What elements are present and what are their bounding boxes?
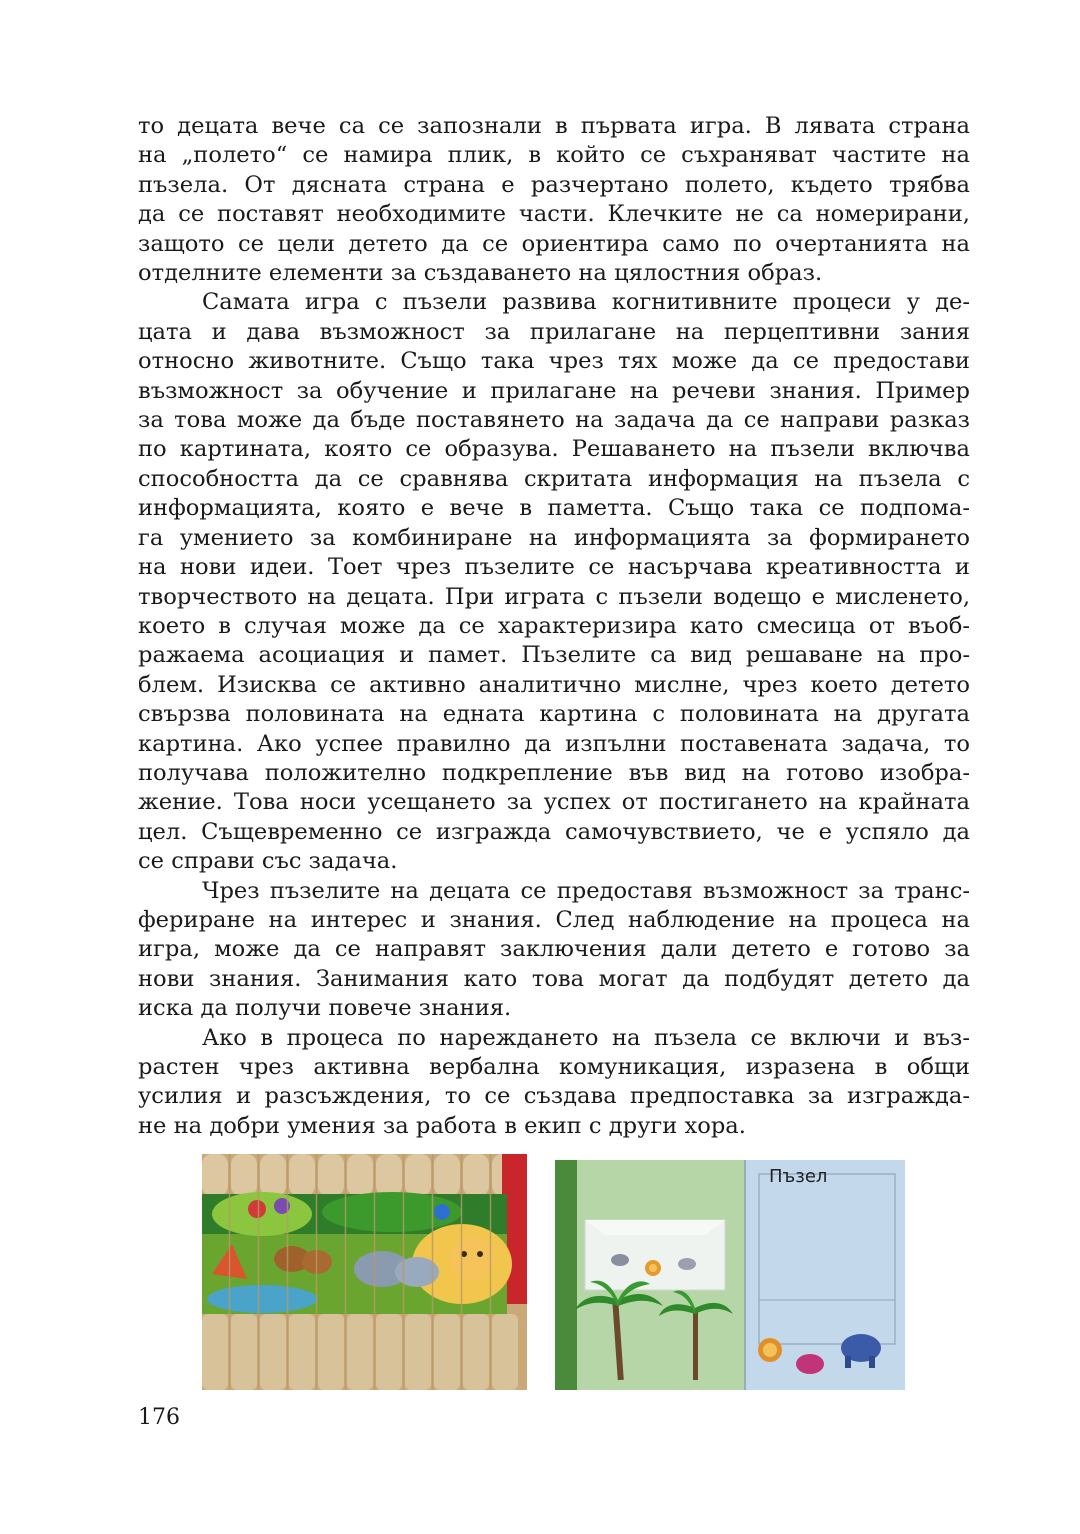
body-text bbox=[138, 112, 970, 1141]
text-line: растен чрез активна вербална комуникация, изразена в общи bbox=[138, 1054, 970, 1080]
text-line: творчеството на децата. При играта с пъзели водещо е мисленето, bbox=[138, 583, 970, 610]
text-line: цел. Същевременно се изгражда самочувствието, че е успяло да bbox=[138, 818, 970, 845]
text-line: иска да получи повече знания. bbox=[138, 995, 512, 1022]
text-line: га умението за комбиниране на информацията за формирането bbox=[138, 524, 970, 551]
text-line: информацията, която е вече в паметта. Също така се подпома- bbox=[138, 495, 970, 522]
text-line: отделните елементи за създаването на цялостния образ. bbox=[138, 260, 823, 287]
text-line: за това може да бъде поставянето на задача да се направи разказ bbox=[138, 407, 970, 434]
text-line: картина. Ако успее правилно да изпълни поставената задача, то bbox=[138, 730, 970, 757]
text-line: нови знания. Занимания като това могат да подбудят детето да bbox=[138, 965, 970, 992]
text-line: пъзела. От дясната страна е разчертано полето, където трябва bbox=[138, 171, 970, 198]
text-line: блем. Изисква се активно аналитично мислне, чрез което детето bbox=[138, 671, 970, 698]
text-line: фериране на интерес и знания. След наблюдение на процеса на bbox=[138, 906, 970, 933]
text-line: свързва половината на едната картина с половината на другата bbox=[138, 701, 970, 728]
text-line: на нови идеи. Тоет чрез пъзелите се насърчава креативността и bbox=[138, 554, 970, 581]
text-line: то децата вече са се запознали в първата игра. В лявата страна bbox=[138, 113, 970, 139]
text-line: способността да се сравнява скритата информация на пъзела с bbox=[138, 465, 970, 492]
text-line: получава положително подкрепление във вид на готово изобра- bbox=[138, 759, 970, 786]
text-line: възможност за обучение и прилагане на речеви знания. Пример bbox=[138, 377, 970, 404]
text-line: жение. Това носи усещането за успех от постигането на крайната bbox=[138, 789, 970, 816]
text-line: по картината, която се образува. Решаването на пъзели включва bbox=[138, 436, 970, 463]
page-number: 176 bbox=[138, 1405, 180, 1430]
text-line: Ако в процеса по нареждането на пъзела се включи и въз- bbox=[202, 1024, 970, 1051]
text-line: на „полето“ се намира плик, в който се съхраняват частите на bbox=[138, 142, 970, 169]
text-line: игра, може да се направят заключения дали детето е готово за bbox=[138, 936, 970, 963]
text-line: не на добри умения за работа в екип с други хора. bbox=[138, 1112, 746, 1139]
text-line: ражаема асоциация и памет. Пъзелите са вид решаване на про- bbox=[138, 642, 970, 669]
puzzle-folder-photo bbox=[555, 1160, 905, 1390]
text-line: се справи със задача. bbox=[138, 848, 398, 875]
text-line: Самата игра с пъзели развива когнитивните процеси у де- bbox=[202, 289, 970, 316]
text-line: да се поставят необходимите части. Клечките не са номерирани, bbox=[138, 201, 970, 228]
handwritten-label: Пъзел bbox=[769, 1166, 828, 1187]
text-line: защото се цели детето да се ориентира само по очертанията на bbox=[138, 230, 970, 257]
text-line: което в случая може да се характеризира като смесица от въоб- bbox=[138, 612, 970, 639]
text-line: цата и дава възможност за прилагане на перцептивни зания bbox=[138, 318, 970, 345]
text-line: относно животните. Също така чрез тях може да се предостави bbox=[138, 348, 970, 375]
text-line: Чрез пъзелите на децата се предоставя възможност за транс- bbox=[202, 877, 970, 904]
puzzle-sticks-photo bbox=[202, 1154, 527, 1390]
text-line: усилия и разсъждения, то се създава предпоставка за изгражда- bbox=[138, 1083, 970, 1110]
